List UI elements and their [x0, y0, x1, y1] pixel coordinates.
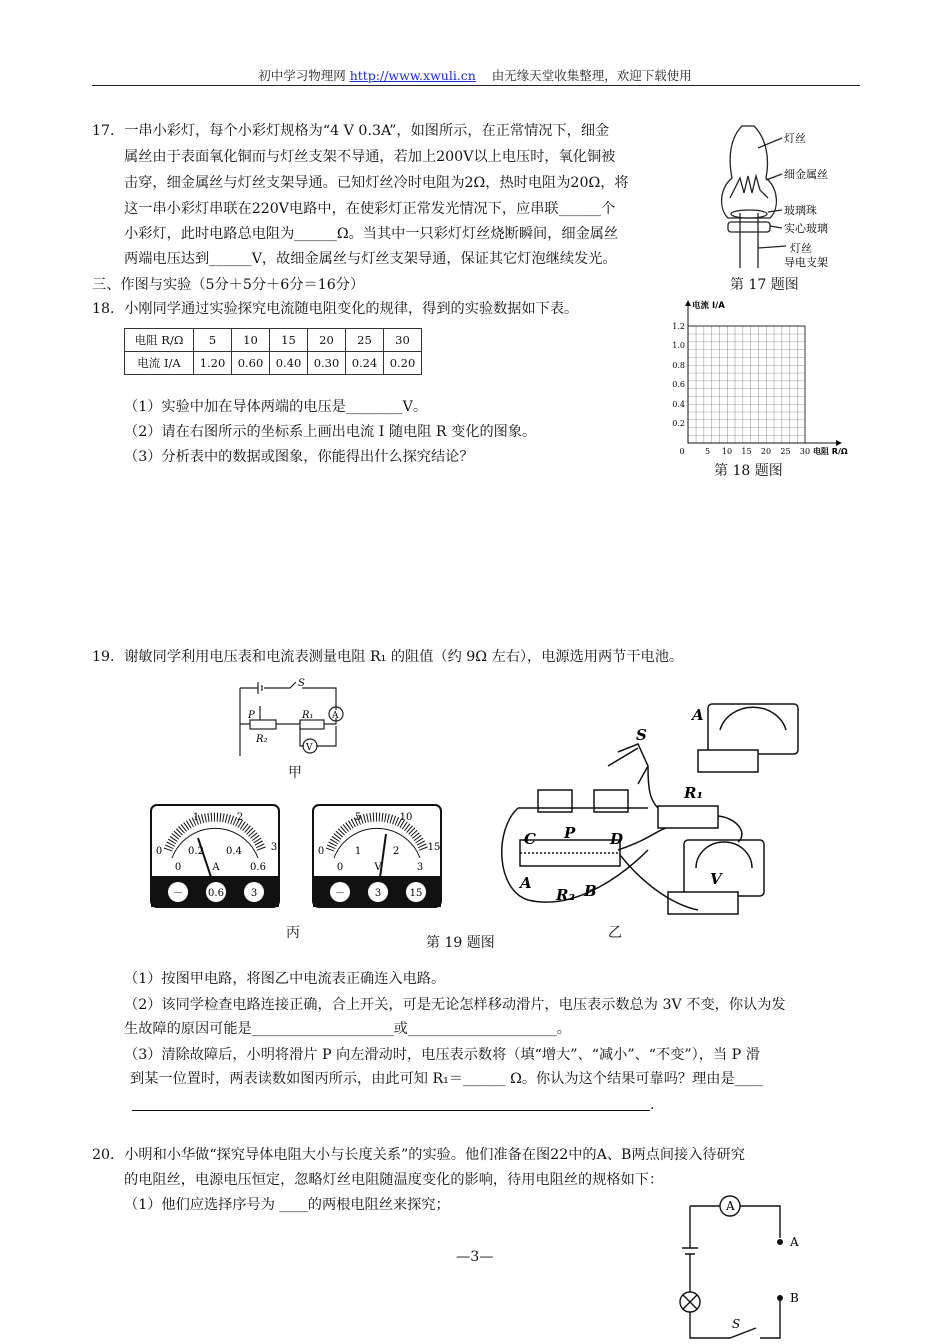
label-yi-c: C	[524, 830, 536, 848]
label-r1: R₁	[302, 710, 314, 721]
q18-part-1: （1）实验中加在导体两端的电压是________V。	[124, 399, 428, 415]
x-axis-arrow	[836, 440, 842, 446]
ammeter-terminal: 0.6	[208, 888, 224, 899]
label-support-2: 导电支架	[784, 256, 828, 269]
point-a	[777, 1239, 783, 1245]
label-s: S	[298, 678, 305, 689]
ammeter-top-scale: 2	[236, 812, 244, 823]
label-yi-a: A	[692, 706, 704, 724]
table-header-current: 电流 I/A	[125, 352, 194, 375]
point-b	[777, 1295, 783, 1301]
ammeter-device	[708, 704, 798, 754]
voltmeter-terminal: 3	[374, 888, 382, 899]
table-row-current	[125, 352, 422, 375]
x-tick-label: 25	[780, 447, 791, 456]
label-a: A	[332, 711, 339, 721]
grid-area	[688, 326, 805, 443]
apparatus-yi	[498, 690, 858, 928]
bulb-outline	[722, 126, 777, 218]
y-tick-label: 1.0	[672, 341, 685, 350]
voltmeter-bottom-scale: 2	[392, 846, 400, 857]
ammeter-top-scale: 0	[155, 846, 163, 857]
ammeter-terminal: 3	[250, 888, 258, 899]
ammeter-bottom-scale: 0.6	[250, 862, 266, 873]
table-cell: 0.24	[346, 352, 384, 375]
voltmeter-top-scale: 0	[317, 846, 325, 857]
voltmeter-reading	[312, 804, 442, 908]
top-wire	[240, 682, 336, 710]
x-tick-label: 0	[679, 447, 685, 456]
lamp-figure	[700, 118, 860, 278]
q19-part-2a: （2）该同学检查电路连接正确，合上开关，可是无论怎样移动滑片，电压表示数总为 3V 不变，你认为发	[124, 997, 786, 1013]
ammeter-top-scale: 1	[192, 812, 200, 823]
graph-ylabel: 电流 I/A	[692, 301, 725, 311]
resistor-r1-device	[658, 806, 718, 828]
q17-line-4: 这一串小彩灯串联在220V电路中，在使彩灯正常发光情况下，应串联______个	[124, 201, 616, 217]
battery-symbol	[258, 682, 262, 694]
label-v: V	[306, 743, 313, 753]
header-prefix: 初中学习物理网	[258, 68, 346, 83]
label-yi-s: S	[636, 726, 647, 744]
q20-line-2: 的电阻丝，电源电压恒定，忽略灯丝电阻随温度变化的影响，待用电阻丝的规格如下：	[124, 1172, 664, 1188]
voltmeter-bottom-scale: 1	[354, 846, 362, 857]
q17-line-1: 17．一串小彩灯，每个小彩灯规格为“4 V 0.3A”，如图所示，在正常情况下，细金	[92, 123, 610, 139]
y-tick-label: 0.4	[672, 400, 685, 409]
label-yi-v: V	[710, 870, 722, 888]
voltmeter-terminal: 15	[409, 888, 423, 899]
q19-caption: 第 19 题图	[426, 935, 495, 951]
filament-coil	[730, 176, 768, 198]
label-support-1: 灯丝	[790, 242, 812, 255]
label-yi-b: B	[584, 882, 597, 900]
q19-part-1: （1）按图甲电路，将图乙中电流表正确连入电路。	[124, 971, 446, 987]
voltmeter-unit: V	[374, 862, 382, 873]
q17-caption: 第 17 题图	[730, 277, 799, 293]
x-tick-label: 10	[721, 447, 733, 456]
battery-symbol	[682, 1248, 698, 1254]
y-tick-label: 1.2	[672, 322, 685, 331]
label-p: P	[248, 710, 255, 721]
q19-part-3a: （3）清除故障后，小明将滑片 P 向左滑动时，电压表示数将（填“增大”、“减小”、“不变”），当 P 滑	[124, 1047, 760, 1063]
label-solid-glass: 实心玻璃	[784, 222, 828, 235]
q20-point-a-label: A	[790, 1235, 799, 1249]
table-cell: 0.40	[270, 352, 308, 375]
answer-blank-line	[132, 1110, 650, 1111]
header-link[interactable]: http://www.xwuli.cn	[349, 68, 476, 83]
q18-part-2: （2）请在右图所示的坐标系上画出电流 I 随电阻 R 变化的图象。	[124, 424, 537, 440]
label-yi-p: P	[564, 824, 576, 842]
table-cell: 20	[308, 329, 346, 352]
label-r2: R₂	[256, 734, 268, 745]
q20-switch-label: S	[732, 1317, 741, 1331]
support-wires	[740, 213, 758, 268]
x-tick-label: 20	[760, 447, 772, 456]
x-tick-label: 5	[704, 447, 711, 456]
table-cell: 30	[384, 329, 422, 352]
ammeter-bottom-scale: 0.4	[226, 846, 242, 857]
label-yi-a-terminal: A	[520, 874, 532, 892]
page-header	[0, 66, 950, 84]
page-number: —3—	[456, 1249, 494, 1265]
ammeter-reading	[150, 804, 280, 908]
solid-glass	[728, 222, 770, 232]
q18-intro: 18．小刚同学通过实验探究电流随电阻变化的规律，得到的实验数据如下表。	[92, 301, 579, 317]
x-tick-label: 15	[741, 447, 752, 456]
label-yi: 乙	[608, 925, 622, 941]
label-yi-r: R₁	[684, 784, 704, 802]
voltmeter-bottom-scale: 3	[416, 862, 424, 873]
q20-line-3: （1）他们应选择序号为 ____的两根电阻丝来探究；	[124, 1197, 450, 1213]
y-tick-label: 0.2	[672, 419, 685, 428]
table-cell: 10	[232, 329, 270, 352]
voltmeter-bottom-scale: 0	[336, 862, 344, 873]
q18-coordinate-grid	[670, 296, 860, 461]
q19-part-3c: .	[650, 1097, 655, 1113]
table-cell: 15	[270, 329, 308, 352]
section-3-heading: 三、作图与实验（5分＋5分＋6分＝16分）	[92, 277, 365, 293]
q17-line-2: 属丝由于表面氧化铜而与灯丝支架不导通，若加上200V以上电压时，氧化铜被	[124, 149, 616, 165]
ammeter-bottom-scale: 0	[174, 862, 182, 873]
header-rule	[92, 85, 860, 86]
ammeter-bottom-scale: 0.2	[188, 846, 204, 857]
q20-line-1: 20．小明和小华做“探究导体电阻大小与长度关系”的实验。他们准备在图22中的A、B两点间接入待研究	[92, 1147, 745, 1163]
table-cell: 0.20	[384, 352, 422, 375]
q19-part-2b: 生故障的原因可能是____________________或_____________________。	[124, 1021, 571, 1037]
label-bing: 丙	[286, 925, 300, 941]
table-header-resistance: 电阻 R/Ω	[125, 329, 194, 352]
rheostat-r2	[250, 720, 276, 729]
table-cell: 0.60	[232, 352, 270, 375]
table-row-resistance	[125, 329, 422, 352]
table-cell: 5	[194, 329, 232, 352]
q20-ammeter-label: A	[726, 1199, 735, 1213]
glass-bead	[731, 210, 767, 218]
y-tick-label: 0.6	[672, 380, 685, 389]
label-metal-wire: 细金属丝	[784, 168, 828, 181]
q20-circuit	[670, 1190, 820, 1342]
q17-line-6: 两端电压达到______V，故细金属丝与灯丝支架导通，保证其它灯泡继续发光。	[124, 251, 617, 267]
switch-device	[608, 744, 648, 784]
table-cell: 0.30	[308, 352, 346, 375]
y-axis-arrow	[685, 300, 691, 306]
top-wire	[690, 1206, 780, 1238]
x-tick-label: 30	[799, 447, 811, 456]
label-yi-r2: R₂	[556, 886, 576, 904]
voltmeter-top-scale: 10	[399, 812, 413, 823]
q18-caption: 第 18 题图	[714, 463, 783, 479]
table-cell: 1.20	[194, 352, 232, 375]
ammeter-terminal: －	[173, 888, 183, 899]
voltmeter-top-scale: 15	[427, 842, 441, 853]
header-suffix: 由无缘天堂收集整理，欢迎下载使用	[491, 68, 692, 83]
label-filament: 灯丝	[784, 132, 806, 145]
q18-data-table	[124, 328, 422, 375]
q17-line-3: 击穿，细金属丝与灯丝支架导通。已知灯丝冷时电阻为2Ω，热时电阻为20Ω，将	[124, 175, 629, 191]
label-yi-d: D	[610, 830, 624, 848]
ammeter-unit: A	[212, 862, 220, 873]
voltmeter-top-scale: 5	[354, 812, 362, 823]
graph-xlabel: 电阻 R/Ω	[813, 447, 848, 456]
q20-point-b-label: B	[790, 1291, 799, 1305]
q19-part-3b: 到某一位置时，两表读数如图丙所示，由此可知 R₁＝______ Ω。你认为这个结果可靠吗？理由是____	[130, 1071, 764, 1087]
voltmeter-terminal: －	[335, 888, 345, 899]
y-tick-label: 0.8	[672, 361, 685, 370]
q18-part-3: （3）分析表中的数据或图象，你能得出什么探究结论？	[124, 449, 474, 465]
q19-intro: 19．谢敏同学利用电压表和电流表测量电阻 R₁ 的阻值（约 9Ω 左右），电源选用两节干电池。	[92, 649, 684, 665]
resistor-r1	[300, 720, 324, 729]
q17-line-5: 小彩灯，此时电路总电阻为______Ω。当其中一只彩灯灯丝烧断瞬间，细金属丝	[124, 226, 619, 242]
label-glass-bead: 玻璃珠	[784, 204, 817, 217]
table-cell: 25	[346, 329, 384, 352]
label-jia: 甲	[288, 765, 302, 781]
ammeter-top-scale: 3	[270, 842, 278, 853]
